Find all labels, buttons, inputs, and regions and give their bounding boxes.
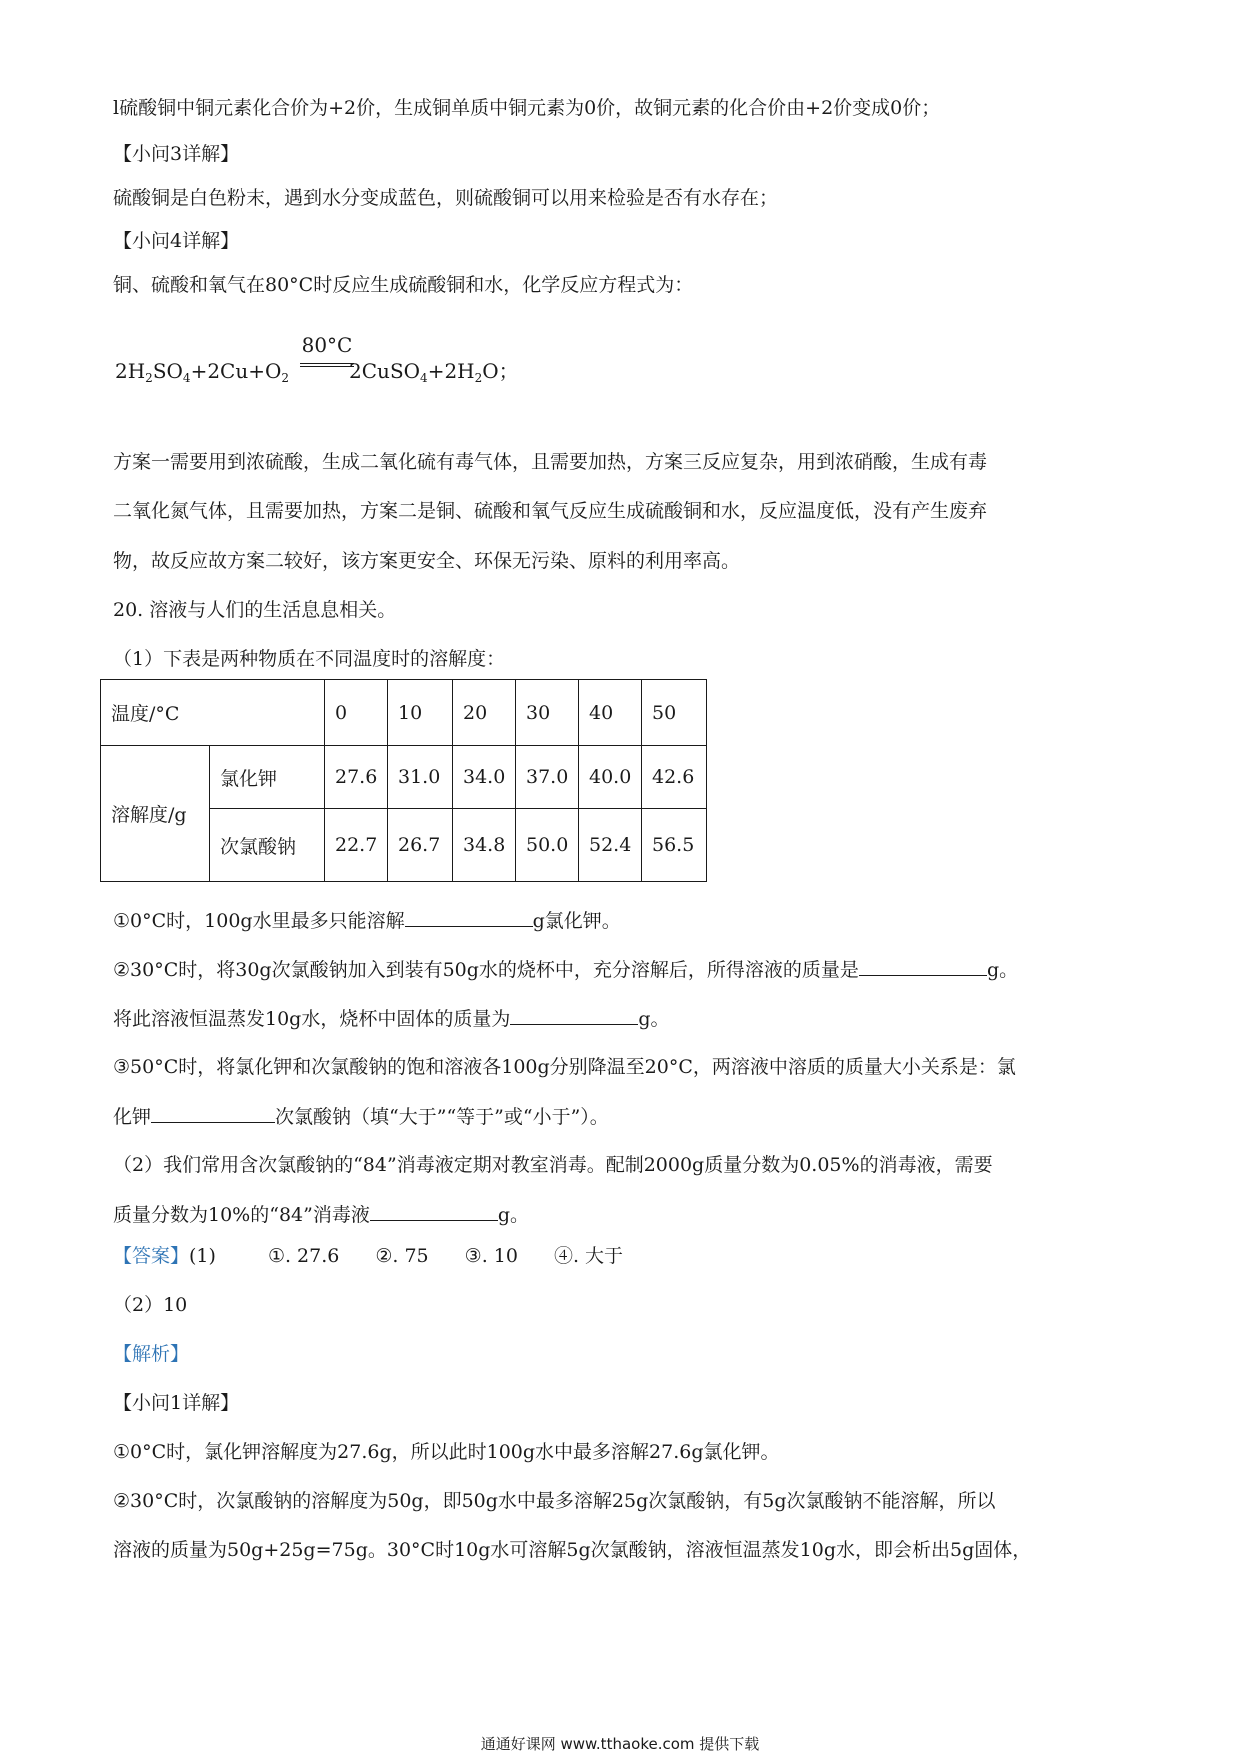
- table-cell: 30: [516, 680, 579, 746]
- question-line: ③50°C时，将氯化钾和次氯酸钠的饱和溶液各100g分别降温至20°C，两溶液中溶质的质量大小关系是：氯: [113, 1056, 1016, 1078]
- question-line: 质量分数为10%的“84”消毒液 g。: [113, 1204, 530, 1226]
- table-cell: 50: [642, 680, 707, 746]
- solubility-table: [100, 679, 707, 882]
- question-line: ②30°C时，将30g次氯酸钠加入到装有50g水的烧杯中，充分溶解后，所得溶液的质量是 g。: [113, 959, 1019, 981]
- table-group-label: 溶解度/g: [101, 746, 210, 882]
- table-cell: 20: [453, 680, 516, 746]
- answer-blank: [859, 957, 987, 976]
- question-line: 将此溶液恒温蒸发10g水，烧杯中固体的质量为 g。: [113, 1008, 670, 1030]
- answer-blank: [151, 1104, 275, 1123]
- chemical-equation: $2H_2SO_4+2Cu+O_2$ $2CuSO_4+2H_2O$；: [115, 359, 519, 385]
- table-cell: 52.4: [579, 809, 642, 882]
- reaction-condition: 80°C: [300, 355, 354, 367]
- table-cell: 37.0: [516, 746, 579, 809]
- table-cell: 0: [325, 680, 388, 746]
- text-line: 溶液的质量为50g+25g=75g。30°C时10g水可溶解5g次氯酸钠，溶液恒温蒸发10g水，即会析出5g固体，: [113, 1539, 1032, 1561]
- analysis-tag: 【解析】: [113, 1343, 190, 1365]
- question-line: 化钾 次氯酸钠（填“大于”“等于”或“小于”）。: [113, 1106, 609, 1128]
- text-line: 方案一需要用到浓硫酸，生成二氧化硫有毒气体，且需要加热，方案三反应复杂，用到浓硝酸，生成有毒: [113, 451, 988, 473]
- answer-tag: 【答案】: [113, 1245, 190, 1267]
- table-row-label: 氯化钾: [210, 746, 325, 809]
- question-line: ①0°C时，100g水里最多只能溶解 g氯化钾。: [113, 910, 621, 932]
- table-cell: 50.0: [516, 809, 579, 882]
- answer-line: （2）10: [113, 1294, 188, 1316]
- question-part: （1）下表是两种物质在不同温度时的溶解度：: [113, 648, 506, 670]
- reaction-arrow: [300, 363, 354, 367]
- section-heading: 【小问1详解】: [113, 1392, 240, 1414]
- table-header-temp: 温度/°C: [101, 680, 325, 746]
- question-line: （2）我们常用含次氯酸钠的“84”消毒液定期对教室消毒。配制2000g质量分数为0.05%的消毒液，需要: [113, 1154, 993, 1176]
- section-heading: 【小问4详解】: [113, 230, 240, 252]
- text-line: 硫酸铜是白色粉末，遇到水分变成蓝色，则硫酸铜可以用来检验是否有水存在；: [113, 187, 779, 209]
- text-line: 二氧化氮气体，且需要加热，方案二是铜、硫酸和氧气反应生成硫酸铜和水，反应温度低，没有产生废弃: [113, 500, 988, 522]
- table-cell: 56.5: [642, 809, 707, 882]
- table-cell: 31.0: [388, 746, 453, 809]
- table-row-label: 次氯酸钠: [210, 809, 325, 882]
- answer-blank: [405, 908, 533, 927]
- question-title: 20. 溶液与人们的生活息息相关。: [113, 599, 397, 621]
- answer-blank: [370, 1202, 498, 1221]
- table-cell: 26.7: [388, 809, 453, 882]
- text-line: 物，故反应故方案二较好，该方案更安全、环保无污染、原料的利用率高。: [113, 550, 741, 572]
- answer-blank: [510, 1006, 638, 1025]
- table-cell: 42.6: [642, 746, 707, 809]
- text-line: 铜、硫酸和氧气在80°C时反应生成硫酸铜和水，化学反应方程式为：: [113, 274, 694, 296]
- text-line: ②30°C时，次氯酸钠的溶解度为50g，即50g水中最多溶解25g次氯酸钠，有5g次氯酸钠不能溶解，所以: [113, 1490, 996, 1512]
- text-line: ①0°C时，氯化钾溶解度为27.6g，所以此时100g水中最多溶解27.6g氯化钾。: [113, 1441, 780, 1463]
- table-cell: 40: [579, 680, 642, 746]
- table-cell: 10: [388, 680, 453, 746]
- table-cell: 40.0: [579, 746, 642, 809]
- table-cell: 22.7: [325, 809, 388, 882]
- section-heading: 【小问3详解】: [113, 143, 240, 165]
- answer-line: 【答案】(1) ①. 27.6 ②. 75 ③. 10 ④. 大于: [113, 1245, 624, 1267]
- footer-watermark: 通通好课网 www.tthaoke.com 提供下载: [480, 1735, 760, 1753]
- table-cell: 34.8: [453, 809, 516, 882]
- table-cell: 27.6: [325, 746, 388, 809]
- table-cell: 34.0: [453, 746, 516, 809]
- text-line: l硫酸铜中铜元素化合价为+2价，生成铜单质中铜元素为0价，故铜元素的化合价由+2价变成0价；: [113, 97, 941, 119]
